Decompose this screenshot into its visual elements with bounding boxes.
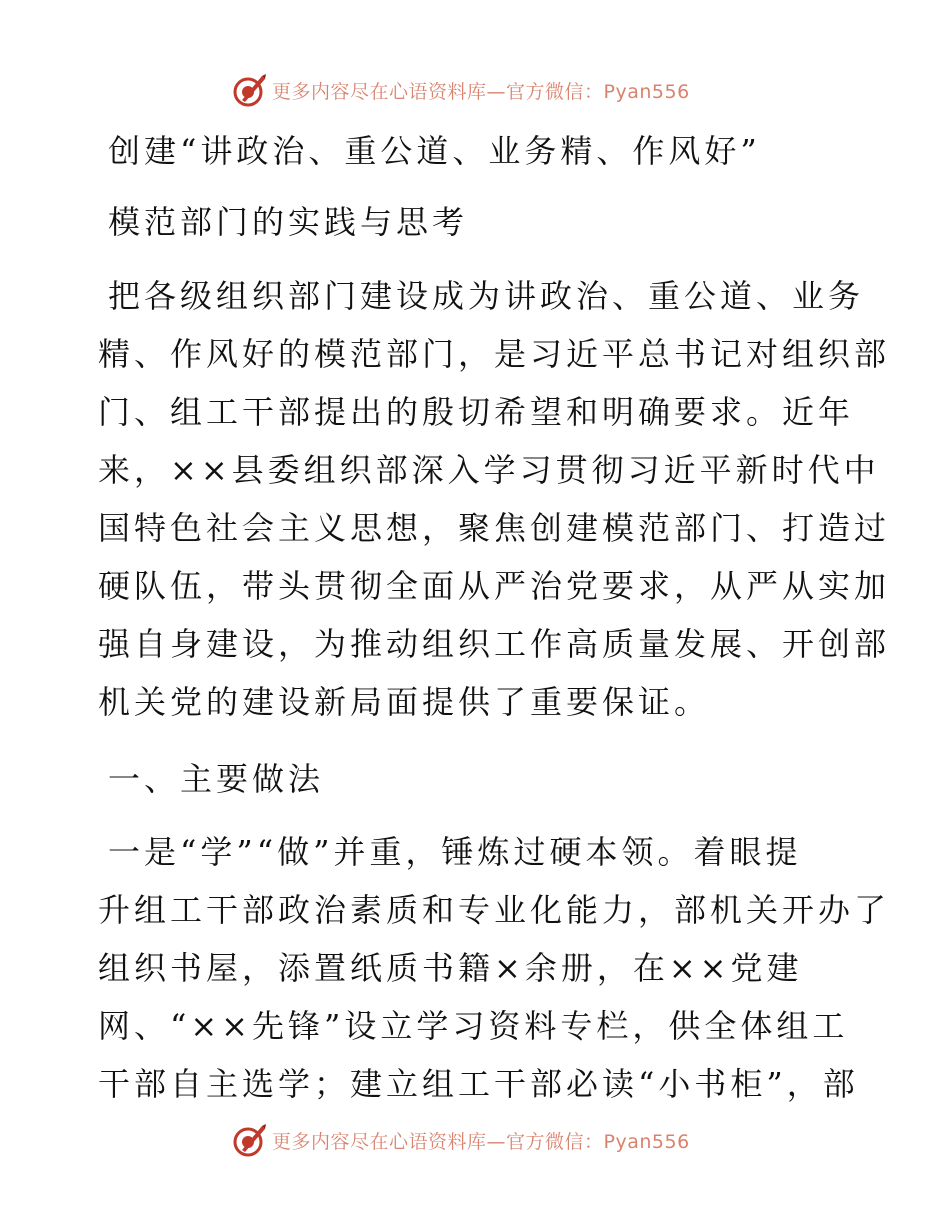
section-heading: 一、主要做法 [108, 760, 325, 798]
intro-line-1: 把各级组织部门建设成为讲政治、重公道、业务 [108, 277, 865, 315]
watermark-footer [232, 1120, 690, 1160]
section-line-2: 升组工干部政治素质和专业化能力，部机关开办了 [98, 891, 891, 929]
intro-line-6: 硬队伍，带头贯彻全面从严治党要求，从严从实加 [98, 567, 891, 605]
quill-seal-icon [232, 72, 268, 108]
intro-line-7: 强自身建设，为推动组织工作高质量发展、开创部 [98, 625, 891, 663]
document-title-line-1: 创建“讲政治、重公道、业务精、作风好” [108, 132, 761, 170]
watermark-header [232, 70, 690, 110]
intro-line-8: 机关党的建设新局面提供了重要保证。 [98, 683, 711, 721]
quill-seal-icon [232, 1122, 268, 1158]
watermark-text: 更多内容尽在心语资料库—官方微信：Pyan556 [272, 1130, 690, 1153]
section-line-3: 组织书屋，添置纸质书籍×余册，在××党建 [98, 949, 803, 987]
intro-line-4: 来，××县委组织部深入学习贯彻习近平新时代中 [98, 451, 880, 489]
watermark-text: 更多内容尽在心语资料库—官方微信：Pyan556 [272, 80, 690, 103]
intro-line-3: 门、组工干部提出的殷切希望和明确要求。近年 [98, 393, 855, 431]
section-line-5: 干部自主选学；建立组工干部必读“小书柜”，部 [98, 1065, 859, 1103]
document-title-line-2: 模范部门的实践与思考 [108, 203, 469, 241]
intro-line-5: 国特色社会主义思想，聚焦创建模范部门、打造过 [98, 509, 891, 547]
section-line-4: 网、“××先锋”设立学习资料专栏，供全体组工 [98, 1007, 849, 1045]
intro-line-2: 精、作风好的模范部门，是习近平总书记对组织部 [98, 335, 891, 373]
section-line-1: 一是“学”“做”并重，锤炼过硬本领。着眼提 [108, 833, 802, 871]
